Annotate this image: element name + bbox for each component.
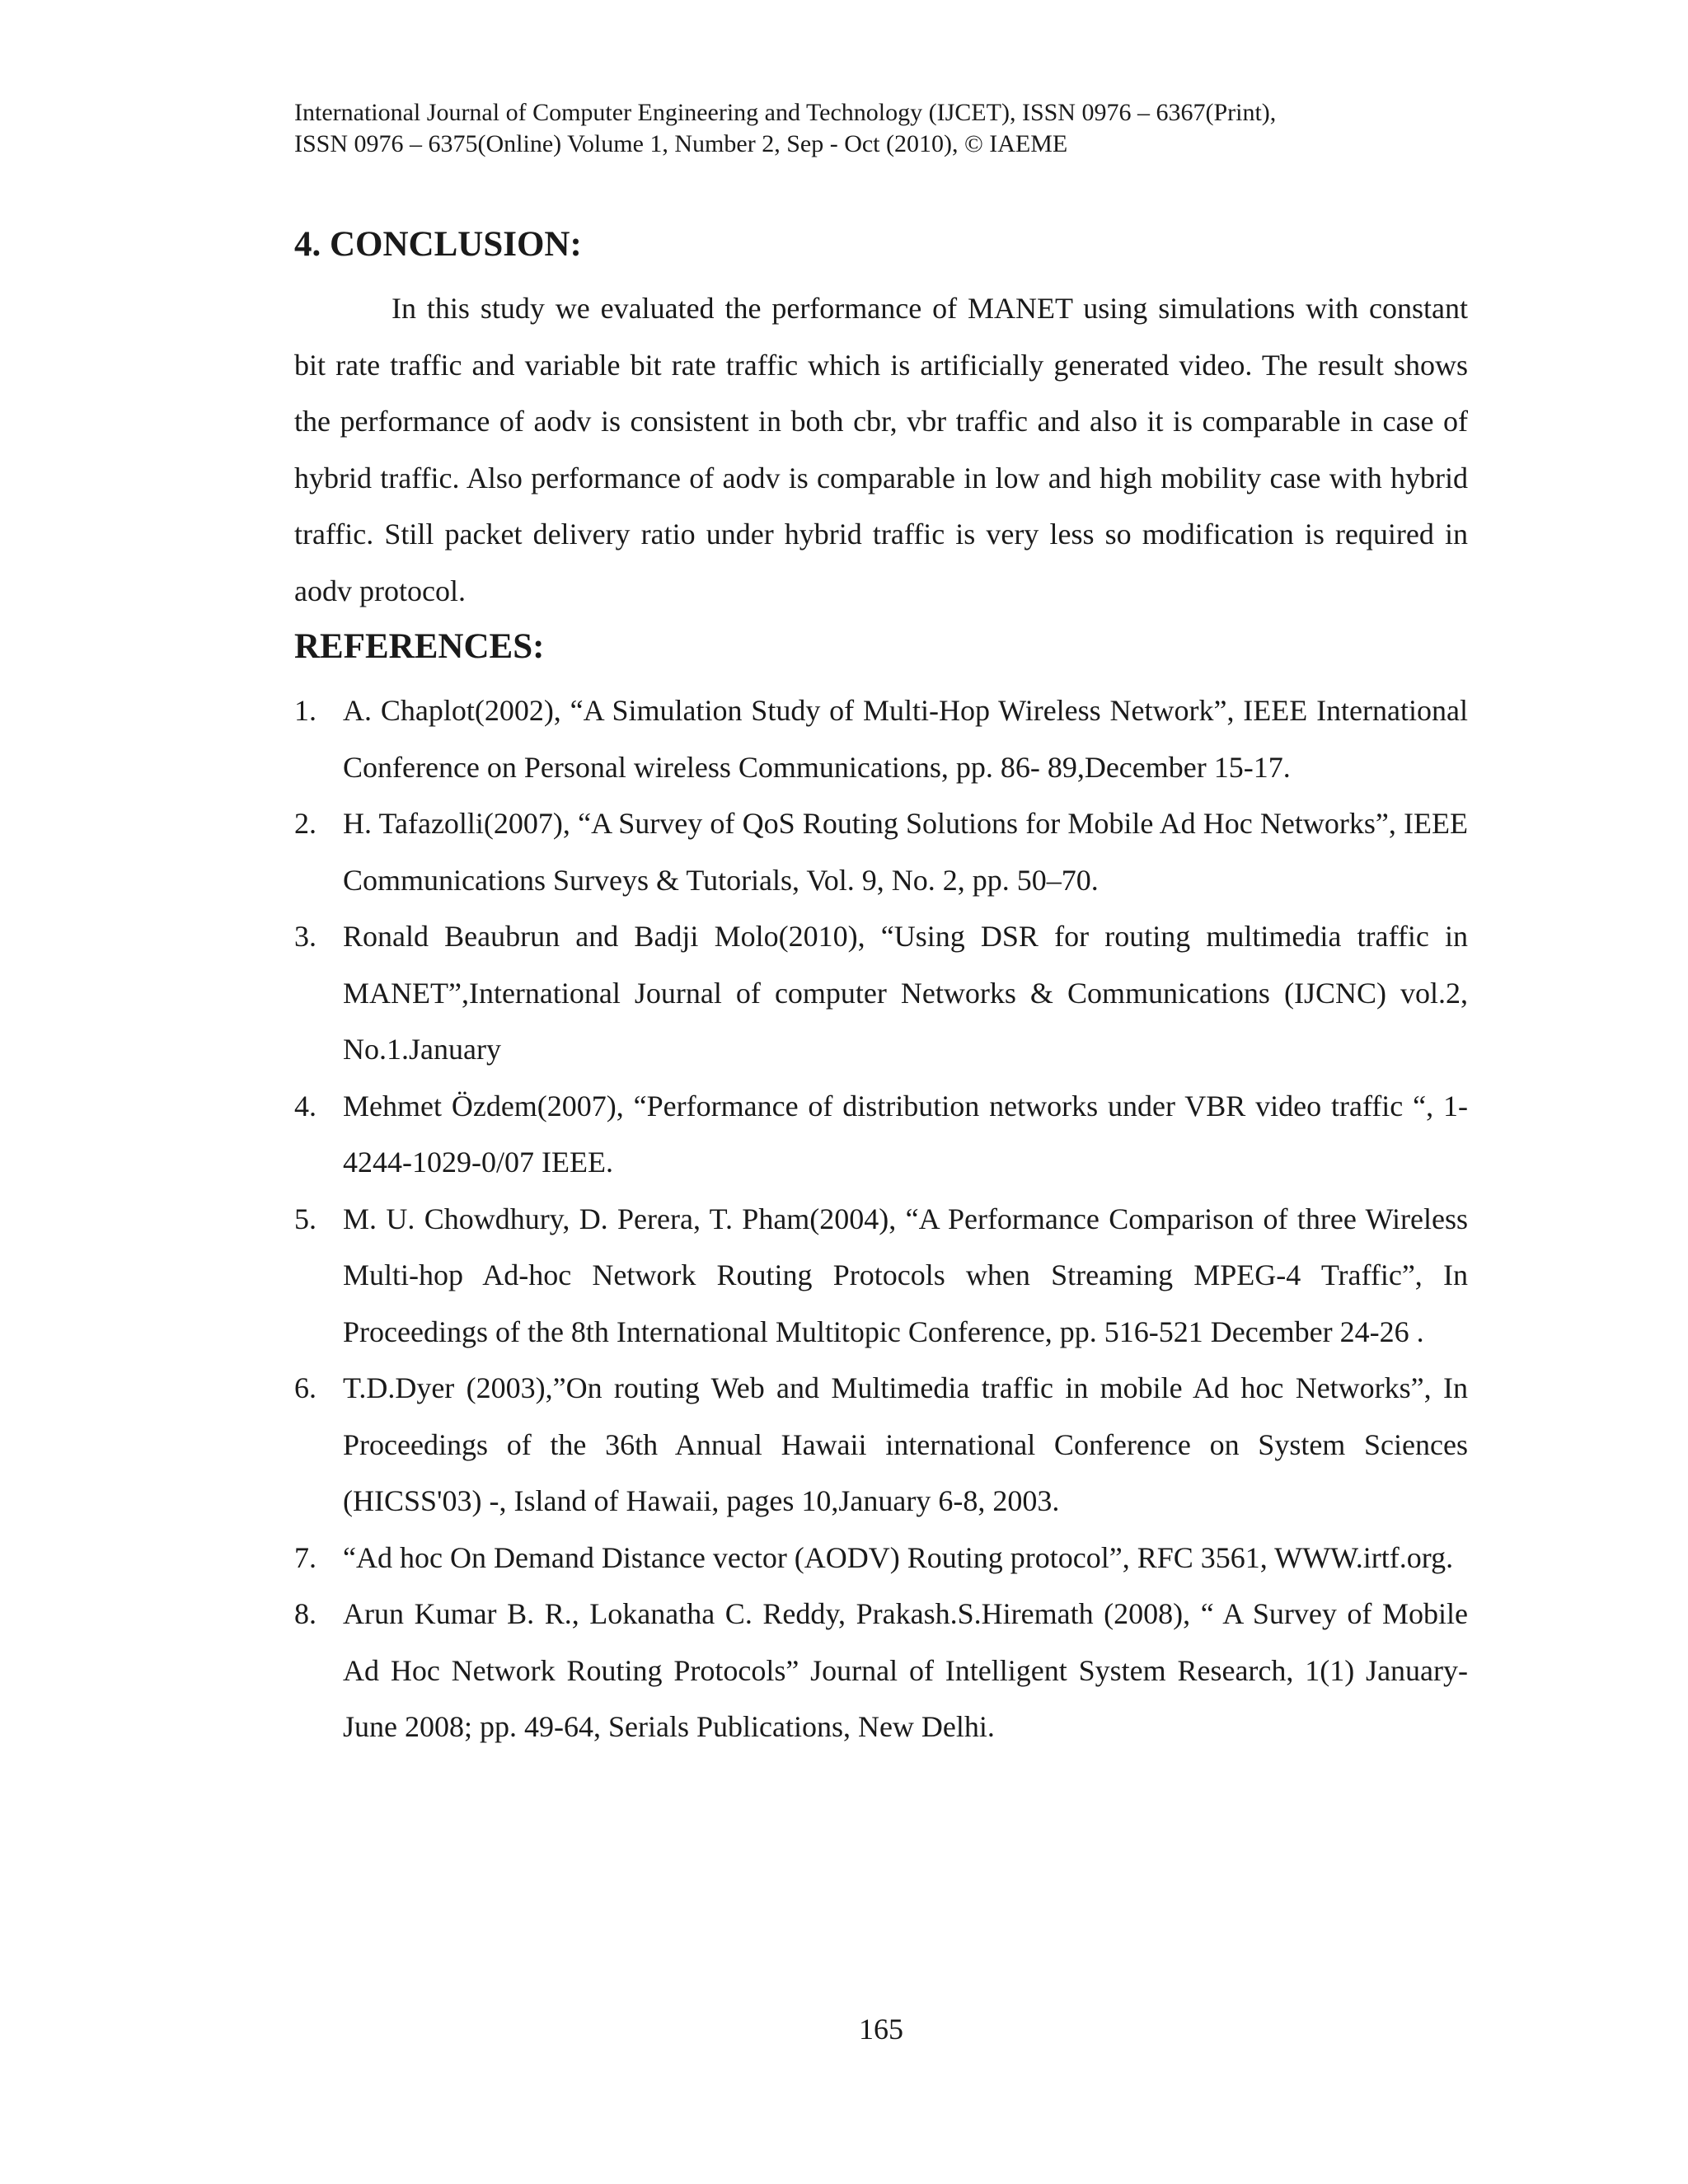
reference-number: 4. [294,1089,316,1122]
reference-item [294,908,1468,1078]
reference-text: “Ad hoc On Demand Distance vector (AODV) Routing protocol”, RFC 3561, WWW.irtf.org. [343,1540,1454,1574]
reference-text: H. Tafazolli(2007), “A Survey of QoS Routing Solutions for Mobile Ad Hoc Networks”, IEEE Communications Surveys & Tutorials, Vol. 9, No. 2, pp. 50–70. [343,807,1468,897]
reference-list [294,682,1468,1755]
reference-text: T.D.Dyer (2003),”On routing Web and Multimedia traffic in mobile Ad hoc Networks”, In Proceedings of the 36th Annual Hawaii international Conference on System Sciences (HICSS'03) -, Island of Hawaii, pages 10,January 6-8, 2003. [343,1371,1468,1517]
reference-text: Ronald Beaubrun and Badji Molo(2010), “Using DSR for routing multimedia traffic in MANET”,International Journal of computer Networks & Communications (IJCNC) vol.2, No.1.January [343,920,1468,1066]
reference-item [294,1078,1468,1191]
reference-number: 3. [294,920,316,953]
reference-text: M. U. Chowdhury, D. Perera, T. Pham(2004), “A Performance Comparison of three Wireless Multi-hop Ad-hoc Network Routing Protocols when Streaming MPEG-4 Traffic”, In Proceedings of the 8th International Multitopic Conference, pp. 516-521 December 24-26 . [343,1202,1468,1348]
header-line-2: ISSN 0976 – 6375(Online) Volume 1, Number 2, Sep - Oct (2010), © IAEME [294,130,1068,157]
reference-number: 1. [294,694,316,727]
reference-number: 2. [294,807,316,840]
reference-number: 8. [294,1597,316,1630]
header-line-1: International Journal of Computer Engineering and Technology (IJCET), ISSN 0976 – 6367(Print), [294,99,1277,126]
reference-number: 7. [294,1540,316,1574]
reference-item [294,1191,1468,1361]
reference-text: Mehmet Özdem(2007), “Performance of distribution networks under VBR video traffic “, 1-4244-1029-0/07 IEEE. [343,1089,1468,1179]
reference-item [294,1360,1468,1530]
reference-item [294,795,1468,908]
page-number: 165 [859,2013,903,2046]
conclusion-paragraph: In this study we evaluated the performance of MANET using simulations with constant bit rate traffic and variable bit rate traffic which is artificially generated video. The result shows the performance of aodv is consistent in both cbr, vbr traffic and also it is comparable in case of hybrid traffic. Also performance of aodv is comparable in low and high mobility case with hybrid traffic. Still packet delivery ratio under hybrid traffic is very less so modification is required in aodv protocol. [294,292,1468,607]
reference-text: Arun Kumar B. R., Lokanatha C. Reddy, Prakash.S.Hiremath (2008), “ A Survey of Mobile Ad Hoc Network Routing Protocols” Journal of Intelligent System Research, 1(1) January-June 2008; pp. 49-64, Serials Publications, New Delhi. [343,1597,1468,1743]
running-header [294,97,1276,160]
reference-text: A. Chaplot(2002), “A Simulation Study of Multi-Hop Wireless Network”, IEEE International Conference on Personal wireless Communications, pp. 86- 89,December 15-17. [343,694,1468,784]
reference-item [294,1530,1468,1586]
reference-item [294,682,1468,795]
page [294,0,1468,2184]
reference-number: 6. [294,1371,316,1404]
conclusion-heading: 4. CONCLUSION: [294,225,582,264]
reference-item [294,1586,1468,1755]
reference-number: 5. [294,1202,316,1235]
references-heading: REFERENCES: [294,627,545,666]
